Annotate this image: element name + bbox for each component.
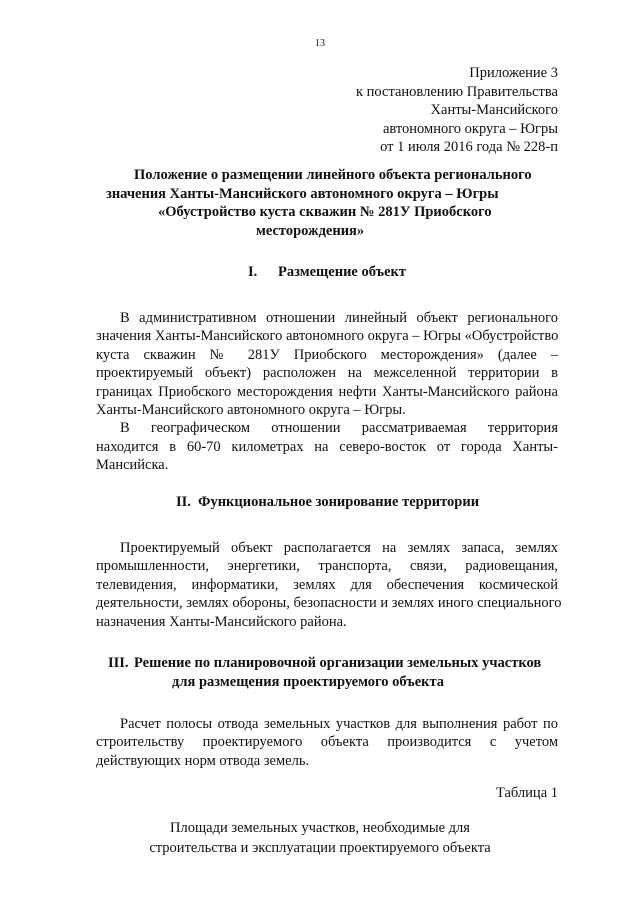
text-line: промышленности, энергетики, транспорта, связи, радиовещания, xyxy=(96,558,558,575)
text-line: границах Приобского месторождения нефти Ханты-Мансийского района xyxy=(96,383,558,400)
appendix-line: автономного округа – Югры xyxy=(382,120,558,137)
text-line: значения Ханты-Мансийского автономного округа – Югры «Обустройство xyxy=(96,328,559,345)
paragraph xyxy=(96,539,562,631)
text-line: Мансийска. xyxy=(96,457,169,474)
appendix-line: от 1 июля 2016 года № 228-п xyxy=(380,139,558,155)
title-line: Положение о размещении линейного объекта регионального xyxy=(134,167,532,183)
section-title: Размещение объект xyxy=(278,264,406,280)
section-number: III. xyxy=(108,655,129,671)
text-line: деятельности, землях обороны, безопасности и землях иного специального xyxy=(96,595,562,612)
text-line: В административном отношении линейный объект регионального xyxy=(120,310,558,326)
table-caption xyxy=(0,818,640,858)
title-line: «Обустройство куста скважин № 281У Приобского xyxy=(158,204,492,220)
section-heading xyxy=(248,263,406,282)
text-line: телевидения, информатики, землях для обеспечения космической xyxy=(96,576,558,593)
appendix-line: Ханты-Мансийского xyxy=(430,102,558,118)
title-line: значения Ханты-Мансийского автономного округа – Югры xyxy=(106,185,499,202)
title-line: месторождения» xyxy=(256,222,365,239)
paragraph xyxy=(96,309,558,475)
text-line: действующих норм отвода земель. xyxy=(96,752,310,769)
text-line: строительству проектируемого объекта производится с учетом xyxy=(96,734,558,751)
table-label: Таблица 1 xyxy=(495,785,558,801)
caption-line: строительства и эксплуатации проектируемого объекта xyxy=(149,840,491,856)
paragraph xyxy=(96,715,558,770)
page-number: 13 xyxy=(315,38,325,49)
text-line: Проектируемый объект располагается на землях запаса, землях xyxy=(120,540,558,556)
section-title: Функциональное зонирование территории xyxy=(198,494,480,510)
text-line: куста скважин № 281У Приобского месторождения» (далее – xyxy=(96,346,558,363)
text-line: Ханты-Мансийского автономного округа – Югры. xyxy=(96,401,406,418)
text-line: находится в 60-70 километрах на северо-восток от города Ханты- xyxy=(96,438,558,455)
appendix-line: Приложение 3 xyxy=(469,65,558,81)
appendix-line: к постановлению Правительства xyxy=(356,83,558,100)
section-title-continuation xyxy=(172,673,444,692)
text-line: проектируемый объект) расположен на межселенной территории в xyxy=(96,365,558,382)
text-line: Расчет полосы отвода земельных участков для выполнения работ по xyxy=(120,716,558,732)
document-title xyxy=(106,166,542,240)
section-number: II. xyxy=(176,494,191,510)
section-title: для размещения проектируемого объекта xyxy=(172,674,445,690)
text-line: назначения Ханты-Мансийского района. xyxy=(96,613,347,630)
text-line: В географическом отношении рассматриваемая территория xyxy=(120,420,558,437)
appendix-reference xyxy=(356,64,558,157)
section-heading xyxy=(176,493,479,512)
section-number: I. xyxy=(248,264,258,280)
section-heading xyxy=(108,654,541,673)
caption-line: Площади земельных участков, необходимые для xyxy=(170,820,470,836)
section-title: Решение по планировочной организации земельных участков xyxy=(134,655,542,671)
